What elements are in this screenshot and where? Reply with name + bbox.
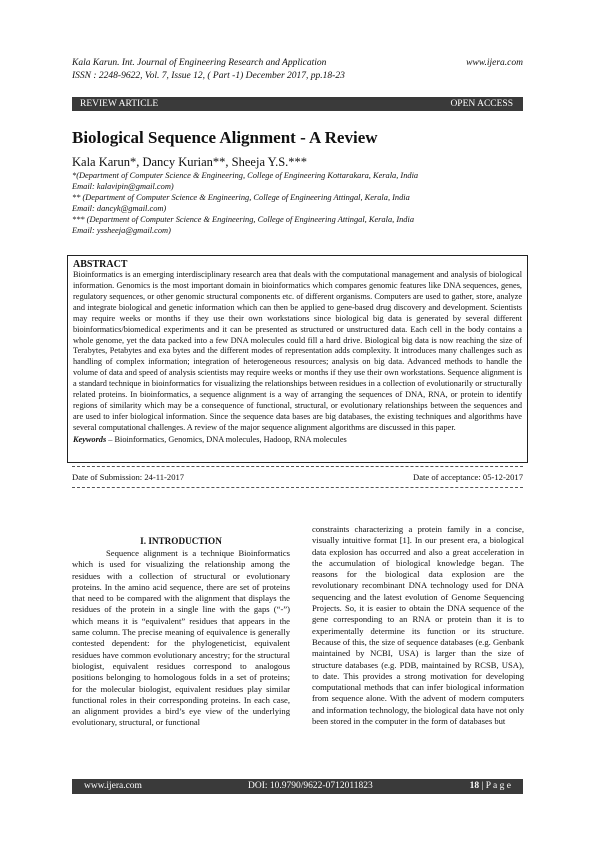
keywords-label: Keywords (73, 434, 107, 444)
header-website: www.ijera.com (466, 58, 523, 68)
dates-divider-top (72, 466, 523, 467)
affiliation-3-email: Email: yssheeja@gmail.com) (72, 225, 171, 235)
page-number-value: 18 (469, 781, 480, 791)
dates-divider-bottom (72, 487, 523, 488)
affiliation-2: ** (Department of Computer Science & Engineering, College of Engineering Attingal, Kerala, India (72, 192, 410, 202)
review-article-label: REVIEW ARTICLE (80, 99, 159, 109)
journal-citation (72, 57, 452, 82)
journal-line-1: Kala Karun. Int. Journal of Engineering Research and Application (72, 58, 327, 68)
article-type-banner (72, 97, 523, 111)
left-column (72, 536, 290, 729)
acceptance-date: Date of acceptance: 05-12-2017 (413, 472, 523, 482)
abstract-heading: ABSTRACT (73, 259, 128, 270)
affiliation-2-email: Email: dancyk@gmail.com) (72, 203, 167, 213)
section-heading-introduction: I. INTRODUCTION (140, 536, 222, 546)
abstract-box (67, 255, 528, 463)
keywords-line (73, 434, 522, 445)
footer-doi: DOI: 10.9790/9622-0712011823 (248, 781, 373, 791)
affiliation-1: *(Department of Computer Science & Engineering, College of Engineering Kottarakara, Kerala, India (72, 171, 419, 180)
abstract-text: Bioinformatics is an emerging interdisciplinary research area that deals with the computational management and analysis of biological information. Genomics is the most important domain in bioinformatics which compares genomic features like DNA sequences, genes, regulatory sequences, or other genomic structural components etc. of different organisms. Computers are used to gather, store, analyze and integrate biological and genetic information which can then be applied to gene-based drug discovery and development. Scientists may require weeks or months if they use their own workstations since biological big data is generated by several different bioinformatics/biomedical experiments and it can be presented as structured or unstructured data. Each cell in the body contains a whole genome, yet the data packed into a few DNA molecules could fill a hard drive. Biological big data is now reaching the size of Terabytes, Petabytes and exa bytes and the different modes of representation adds complexity. It introduces many challenges such as handling of complex information; integration of heterogeneous resources; analysis on big data. Advanced methods to handle the volume of data and speed of analysis scientists may require weeks or months if they use their own workstations. Sequence alignment is a standard technique in bioinformatics for visualizing the relationships between residues in a collection of evolutionarily or structurally related proteins. In bioinformatics, a sequence alignment is a way of arranging the sequences of DNA, RNA, or protein to identify regions of similarity which may be a consequence of functional, structural, or evolutionary relationships between the sequences and are used to infer biological information. Since the sequence data bases are big databases, the existing techniques and algorithms have several computational challenges. A review of the major sequence alignment algorithms are discussed in this paper. (73, 270, 522, 432)
introduction-paragraph-left: Sequence alignment is a technique Bioinformatics which is used for visualizing the relationship among the residues with a collection of structural or evolutionary proteins. In the amino acid sequence, there are set of proteins that need to be compared with the alignment that displays the residues of the protein in a single line with the gaps (“-”) which means it is “equivalent” residues that appears in the same column. The precise meaning of equivalence is generally contested dependent: for the phylogeneticist, equivalent residues have common evolutionary ancestry; for the structural biologist, equivalent residues correspond to analogous positions belonging to homologous folds in a set of proteins; for the molecular biologist, equivalent residues play similar functional roles in their corresponding proteins. In each case, an alignment provides a bird’s eye view of the underlying evolutionary, structural, or functional (72, 548, 290, 728)
journal-line-2: ISSN : 2248-9622, Vol. 7, Issue 12, ( Part -1) December 2017, pp.18-23 (72, 70, 345, 81)
open-access-label: OPEN ACCESS (450, 99, 513, 109)
affiliation-1-email: Email: kalavipin@gmail.com) (72, 181, 174, 191)
keywords-list: – Bioinformatics, Genomics, DNA molecules, Hadoop, RNA molecules (106, 434, 347, 444)
submission-date: Date of Submission: 24-11-2017 (72, 472, 185, 482)
page-number-label: | P a g e (479, 781, 511, 791)
affiliations (72, 171, 523, 236)
footer-website: www.ijera.com (84, 781, 142, 791)
right-column (312, 524, 524, 727)
author-list: Kala Karun*, Dancy Kurian**, Sheeja Y.S.*** (72, 155, 308, 169)
page-footer (72, 779, 523, 794)
introduction-paragraph-right: constraints characterizing a protein family in a concise, visually intuitive format [1]. In our present era, a biological data explosion has occurred and also a great acceleration in the accumulation of biological knowledge began. The reasons for the biological data explosion are the revolutionary recombinant DNA technology used for DNA sequencing and the latest evolution of Genome Sequencing Projects. So, it is easier to obtain the DNA sequence of the gene corresponding to an RNA or protein than it is to experimentally determine its function or its structure. Because of this, the size of sequence databases (e.g. Genbank maintained by NCBI, USA) is larger than the size of structure databases (e.g. PDB, maintained by RCSB, USA), to date. This provides a strong motivation for developing computational methods that can infer biological information from sequence alone. With the advent of modern computers and information technology, the biological data have not only been stored in the computer in the form of databases but (312, 524, 524, 727)
affiliation-3: *** (Department of Computer Science & Engineering, College of Engineering Attingal, Kerala, India (72, 214, 415, 224)
paper-title: Biological Sequence Alignment - A Review (72, 128, 378, 147)
page-number (470, 779, 511, 794)
